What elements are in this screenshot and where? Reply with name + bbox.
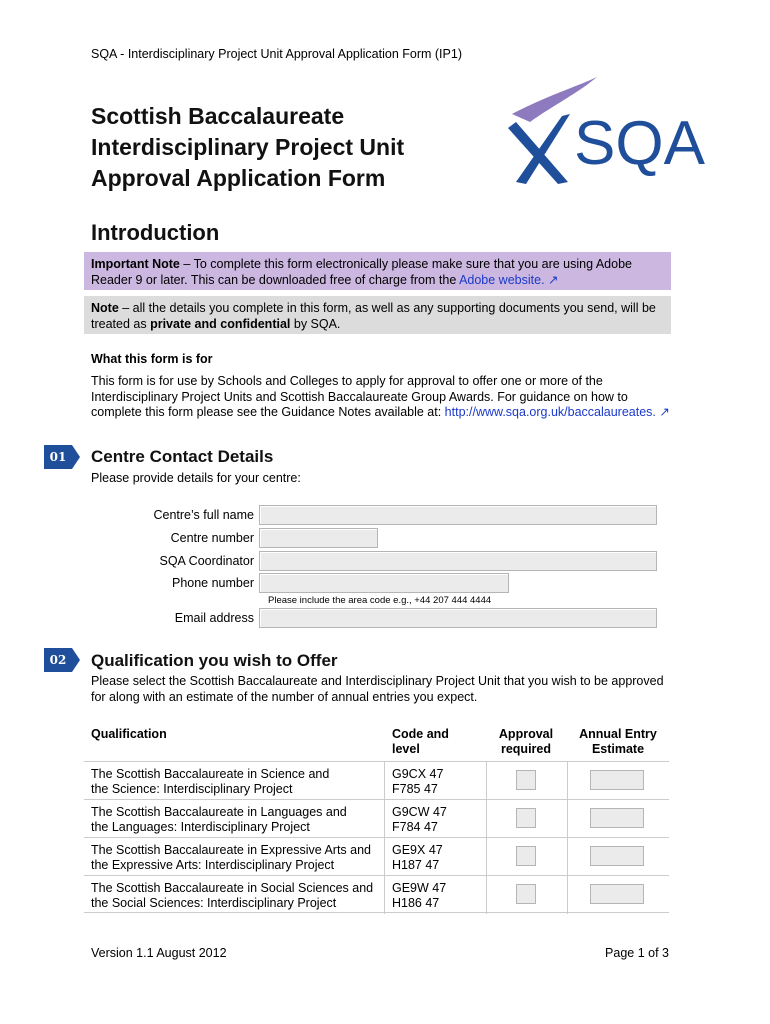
phone-input[interactable] (259, 573, 509, 593)
running-header: SQA - Interdisciplinary Project Unit Approval Application Form (IP1) (91, 47, 462, 61)
logo-text: SQA (574, 109, 705, 178)
qualification-cell: The Scottish Baccalaureate in Social Sciences and the Social Sciences: Interdisciplinary Project (91, 881, 374, 910)
section-02-title: Qualification you wish to Offer (91, 651, 338, 670)
code-cell: G9CW 47 F784 47 (392, 805, 447, 834)
introduction-heading: Introduction (91, 220, 220, 245)
qualification-cell: The Scottish Baccalaureate in Languages and the Languages: Interdisciplinary Project (91, 805, 347, 834)
column-header-qualification: Qualification (91, 727, 167, 741)
entry-estimate-input[interactable] (590, 808, 644, 828)
title-line: Approval Application Form (91, 165, 386, 191)
column-header-code: Code and level (392, 727, 449, 756)
table-row (84, 799, 669, 837)
document-title (91, 101, 404, 194)
important-note-box (84, 252, 671, 290)
adobe-website-link[interactable]: Adobe website. (459, 273, 545, 287)
code-cell: GE9W 47 H186 47 (392, 881, 447, 910)
phone-label: Phone number (171, 576, 254, 590)
table-row (84, 837, 669, 875)
email-input[interactable] (259, 608, 657, 628)
privacy-emphasis: private and confidential (150, 317, 291, 331)
centre-number-label: Centre number (170, 531, 254, 545)
table-row (84, 761, 669, 799)
important-note-text: Reader 9 or later. This can be downloaded free of charge from the (91, 273, 460, 287)
entry-estimate-input[interactable] (590, 884, 644, 904)
column-header-approval: Approval required (498, 727, 554, 756)
table-row (84, 875, 669, 913)
version-footer: Version 1.1 August 2012 (91, 946, 227, 960)
privacy-note-text: treated as (91, 317, 151, 331)
privacy-note-label: Note (91, 301, 119, 315)
approval-checkbox[interactable] (516, 846, 536, 866)
approval-checkbox[interactable] (516, 770, 536, 790)
section-01-instruction: Please provide details for your centre: (91, 471, 301, 485)
privacy-note-text: – all the details you complete in this form, as well as any supporting documents you send, will be (118, 301, 656, 315)
guidance-notes-link[interactable]: http://www.sqa.org.uk/baccalaureates. (444, 405, 656, 419)
section-01-badge: 01 (44, 445, 80, 469)
purpose-paragraph: This form is for use by Schools and Colleges to apply for approval to offer one or more of the Interdisciplinary Project Units and Scottish Baccalaureate Group Awards. For guidance on how to complete this form please see the Guidance Notes available at: http://www.sqa.org.uk/baccalaureates. ↗ (91, 374, 670, 419)
section-02-instruction: Please select the Scottish Baccalaureate and Interdisciplinary Project Unit that you wish to be approved for along with an estimate of the number of annual entries you expect. (91, 674, 664, 704)
important-note-label: Important Note (91, 257, 180, 271)
coordinator-input[interactable] (259, 551, 657, 571)
qualification-cell: The Scottish Baccalaureate in Expressive Arts and the Expressive Arts: Interdisciplinary Project (91, 843, 372, 872)
important-note-text: – To complete this form electronically please make sure that you are using Adobe (179, 257, 632, 271)
centre-name-label: Centre’s full name (153, 508, 254, 522)
code-cell: GE9X 47 H187 47 (392, 843, 443, 872)
column-header-entry-estimate: Annual Entry Estimate (579, 727, 657, 756)
purpose-heading: What this form is for (91, 352, 213, 366)
sqa-logo (490, 74, 715, 189)
centre-number-input[interactable] (259, 528, 378, 548)
centre-name-input[interactable] (259, 505, 657, 525)
approval-checkbox[interactable] (516, 884, 536, 904)
section-02-badge: 02 (44, 648, 80, 672)
privacy-note-text: by SQA. (290, 317, 341, 331)
email-label: Email address (174, 611, 254, 625)
saltire-stroke-icon (516, 114, 570, 184)
external-link-icon: ↗ (544, 273, 559, 287)
external-link-icon: ↗ (655, 405, 670, 419)
qualification-cell: The Scottish Baccalaureate in Science and the Science: Interdisciplinary Project (91, 767, 330, 796)
page-number: Page 1 of 3 (605, 946, 669, 960)
code-cell: G9CX 47 F785 47 (392, 767, 444, 796)
approval-checkbox[interactable] (516, 808, 536, 828)
title-line: Interdisciplinary Project Unit (91, 134, 405, 160)
phone-hint: Please include the area code e.g., +44 207 444 4444 (268, 595, 492, 606)
entry-estimate-input[interactable] (590, 846, 644, 866)
coordinator-label: SQA Coordinator (159, 554, 254, 568)
section-01-title: Centre Contact Details (91, 447, 274, 466)
privacy-note-box (84, 296, 671, 334)
entry-estimate-input[interactable] (590, 770, 644, 790)
title-line: Scottish Baccalaureate (91, 103, 345, 129)
